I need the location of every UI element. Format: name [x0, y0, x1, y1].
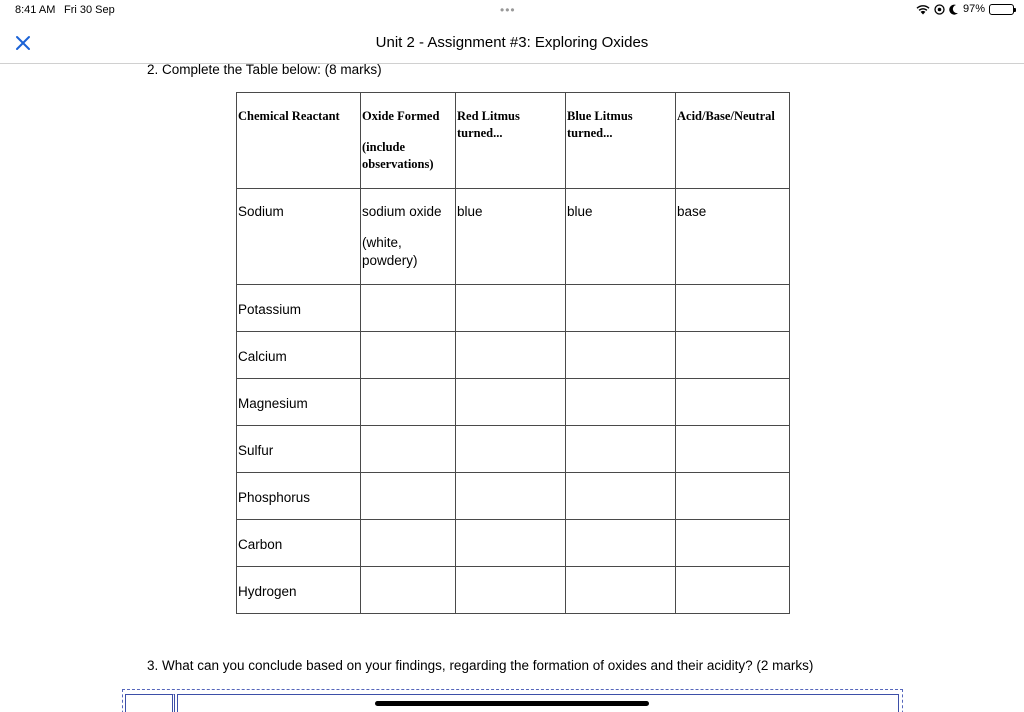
oxide-cell[interactable] — [361, 285, 456, 332]
acid-base-neutral-cell[interactable] — [676, 332, 790, 379]
blue-litmus-cell[interactable] — [566, 473, 676, 520]
acid-base-neutral-cell[interactable] — [676, 189, 790, 285]
blue-litmus-cell[interactable] — [566, 332, 676, 379]
oxide-cell[interactable] — [361, 332, 456, 379]
acid-base-neutral-cell[interactable] — [676, 285, 790, 332]
red-litmus-cell[interactable] — [456, 520, 566, 567]
reactant-cell[interactable] — [237, 520, 361, 567]
acid-base-neutral-cell[interactable] — [676, 567, 790, 614]
moon-icon — [949, 4, 959, 15]
table-row — [237, 567, 790, 614]
status-date: Fri 30 Sep — [64, 4, 115, 16]
wifi-icon — [916, 4, 930, 15]
reactant-cell[interactable] — [237, 379, 361, 426]
oxide-cell[interactable] — [361, 379, 456, 426]
table-row — [237, 520, 790, 567]
reactant-cell[interactable] — [237, 426, 361, 473]
blue-litmus-cell[interactable] — [566, 189, 676, 285]
reactant-cell-value: Calcium — [238, 349, 287, 364]
reactant-cell[interactable] — [237, 189, 361, 285]
red-litmus-cell[interactable] — [456, 567, 566, 614]
blue-litmus-cell[interactable] — [566, 285, 676, 332]
header-label: Acid/Base/Neutral — [677, 109, 775, 123]
oxide-cell[interactable] — [361, 567, 456, 614]
table-row — [237, 189, 790, 285]
blue-litmus-cell[interactable] — [566, 426, 676, 473]
question-2-text: 2. Complete the Table below: (8 marks) — [147, 62, 382, 77]
answer-field-label[interactable] — [125, 694, 175, 712]
table-row — [237, 379, 790, 426]
red-litmus-cell[interactable] — [456, 473, 566, 520]
table-row — [237, 332, 790, 379]
question-3-text: 3. What can you conclude based on your findings, regarding the formation of oxides and their acidity? (2 marks) — [147, 658, 814, 673]
oxide-cell-value: sodium oxide — [362, 204, 442, 219]
document-title: Unit 2 - Assignment #3: Exploring Oxides — [375, 34, 649, 51]
multitasking-handle[interactable]: ••• — [500, 3, 516, 17]
reactant-cell[interactable] — [237, 567, 361, 614]
reactant-cell-value: Magnesium — [238, 396, 308, 411]
acid-base-neutral-cell[interactable] — [676, 473, 790, 520]
reactant-cell-value: Potassium — [238, 302, 302, 317]
header-acid-base-neutral — [676, 93, 790, 189]
table-header-row — [237, 93, 790, 189]
reactant-cell-value: Hydrogen — [238, 584, 297, 599]
status-time: 8:41 AM — [15, 4, 56, 16]
reactant-cell-value: Sodium — [238, 204, 284, 219]
red-litmus-cell[interactable] — [456, 379, 566, 426]
table-row — [237, 473, 790, 520]
battery-percent: 97% — [962, 3, 985, 15]
oxide-cell[interactable] — [361, 189, 456, 285]
oxide-observation-note: (white, powdery) — [362, 235, 418, 268]
reactant-cell[interactable] — [237, 285, 361, 332]
reactant-cell-value: Phosphorus — [238, 490, 311, 505]
red-litmus-cell[interactable] — [456, 285, 566, 332]
status-indicators — [916, 3, 1014, 15]
oxide-cell[interactable] — [361, 473, 456, 520]
blue-litmus-cell-value: blue — [567, 204, 593, 219]
status-bar — [0, 0, 1024, 22]
oxide-cell[interactable] — [361, 426, 456, 473]
header-red-litmus — [456, 93, 566, 189]
header-label: Chemical Reactant — [238, 109, 340, 123]
acid-base-neutral-cell[interactable] — [676, 379, 790, 426]
blue-litmus-cell[interactable] — [566, 567, 676, 614]
reactant-cell-value: Carbon — [238, 537, 283, 552]
acid-base-neutral-cell[interactable] — [676, 426, 790, 473]
reactant-cell[interactable] — [237, 332, 361, 379]
red-litmus-cell-value: blue — [457, 204, 483, 219]
header-sublabel: (include observations) — [362, 140, 434, 171]
acid-base-neutral-cell[interactable] — [676, 520, 790, 567]
battery-icon — [989, 4, 1014, 15]
header-oxide-formed — [361, 93, 456, 189]
blue-litmus-cell[interactable] — [566, 379, 676, 426]
oxides-table — [236, 92, 790, 614]
document-nav-bar — [0, 22, 1024, 64]
red-litmus-cell[interactable] — [456, 189, 566, 285]
header-chemical-reactant — [237, 93, 361, 189]
header-blue-litmus — [566, 93, 676, 189]
header-label: Red Litmus turned... — [457, 109, 520, 140]
location-icon — [934, 4, 945, 15]
acid-base-neutral-cell-value: base — [677, 204, 707, 219]
home-indicator[interactable] — [375, 701, 649, 706]
reactant-cell[interactable] — [237, 473, 361, 520]
reactant-cell-value: Sulfur — [238, 443, 274, 458]
blue-litmus-cell[interactable] — [566, 520, 676, 567]
table-row — [237, 285, 790, 332]
red-litmus-cell[interactable] — [456, 426, 566, 473]
header-label: Oxide Formed — [362, 109, 440, 123]
red-litmus-cell[interactable] — [456, 332, 566, 379]
header-label: Blue Litmus turned... — [567, 109, 633, 140]
table-row — [237, 426, 790, 473]
oxide-cell[interactable] — [361, 520, 456, 567]
